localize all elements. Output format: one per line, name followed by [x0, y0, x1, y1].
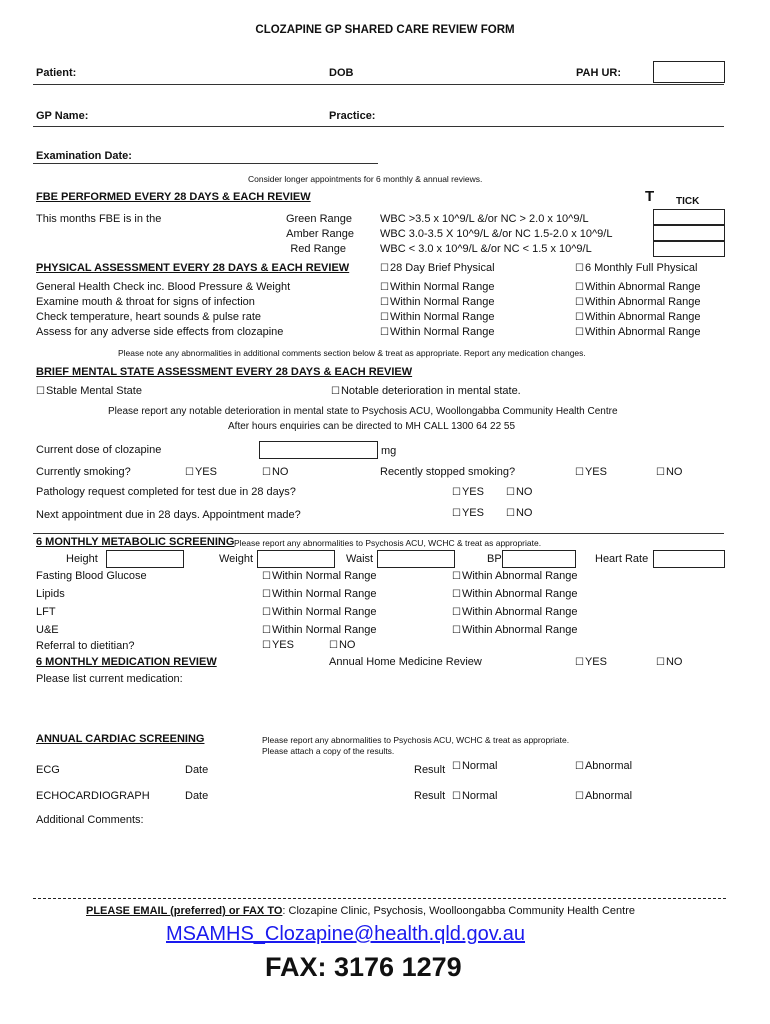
appointment-no-checkbox[interactable]: ☐ NO	[506, 507, 532, 519]
test-label: Lipids	[36, 588, 65, 600]
waist-label: Waist	[346, 553, 374, 565]
cardiac-note: Please report any abnormalities to Psychosis ACU, WCHC & treat as appropriate.	[262, 735, 570, 745]
footer-email-fax-label: PLEASE EMAIL (preferred) or FAX TO	[86, 905, 283, 917]
red-range-label: Red Range	[290, 243, 346, 255]
exam-date-label: Examination Date:	[36, 150, 132, 162]
dose-unit: mg	[381, 445, 397, 457]
exam-date-line	[33, 163, 378, 164]
pathology-no-checkbox[interactable]: ☐ NO	[506, 486, 532, 498]
ecg-date-label: Date	[185, 764, 209, 776]
echo-label: ECHOCARDIOGRAPH	[36, 790, 150, 802]
physical-item: Check temperature, heart sounds & pulse rate	[36, 311, 262, 323]
after-hours-note: After hours enquiries can be directed to MH CALL 1300 64 22 55	[228, 421, 516, 432]
abnormal-checkbox[interactable]: ☐ Within Abnormal Range	[452, 588, 578, 600]
bp-field[interactable]	[502, 550, 576, 568]
abnormal-checkbox[interactable]: ☐ Within Abnormal Range	[452, 606, 578, 618]
stopped-no-checkbox[interactable]: ☐ NO	[656, 466, 682, 478]
footer-clinic: : Clozapine Clinic, Psychosis, Woolloongabba Community Health Centre	[282, 905, 635, 917]
bp-label: BP	[487, 553, 502, 565]
annual-yes-checkbox[interactable]: ☐ YES	[575, 656, 607, 668]
red-tick-box[interactable]	[653, 241, 725, 257]
normal-checkbox[interactable]: ☐ Within Normal Range	[262, 606, 377, 618]
footer-divider	[33, 898, 726, 899]
annual-review-label: Annual Home Medicine Review	[329, 656, 482, 668]
echo-result-label: Result	[414, 790, 446, 802]
tick-header: TICK	[676, 196, 700, 207]
patient-line	[33, 84, 724, 85]
full-physical-checkbox[interactable]: ☐ 6 Monthly Full Physical	[575, 262, 697, 274]
smoking-yes-checkbox[interactable]: ☐ YES	[185, 466, 217, 478]
weight-label: Weight	[219, 553, 254, 565]
mental-heading: BRIEF MENTAL STATE ASSESSMENT EVERY 28 DAYS & EACH REVIEW	[36, 366, 413, 378]
test-label: U&E	[36, 624, 59, 636]
pathology-yes-checkbox[interactable]: ☐ YES	[452, 486, 484, 498]
abnormal-checkbox[interactable]: ☐ Within Abnormal Range	[575, 281, 701, 293]
echo-date-label: Date	[185, 790, 209, 802]
normal-checkbox[interactable]: ☐ Within Normal Range	[262, 570, 377, 582]
medication-heading: 6 MONTHLY MEDICATION REVIEW	[36, 656, 217, 668]
normal-checkbox[interactable]: ☐ Within Normal Range	[262, 588, 377, 600]
stopped-smoking-label: Recently stopped smoking?	[380, 466, 516, 478]
additional-comments-label: Additional Comments:	[36, 814, 144, 826]
ecg-result-label: Result	[414, 764, 446, 776]
test-label: Fasting Blood Glucose	[36, 570, 147, 582]
smoking-label: Currently smoking?	[36, 466, 131, 478]
deterioration-checkbox[interactable]: ☐ Notable deterioration in mental state.	[331, 385, 521, 397]
fax-number: FAX: 3176 1279	[265, 952, 462, 982]
weight-field[interactable]	[257, 550, 335, 568]
dose-field[interactable]	[259, 441, 378, 459]
echo-abnormal-checkbox[interactable]: ☐ Abnormal	[575, 790, 632, 802]
smoking-no-checkbox[interactable]: ☐ NO	[262, 466, 288, 478]
pah-ur-field[interactable]	[653, 61, 725, 83]
normal-checkbox[interactable]: ☐ Within Normal Range	[262, 624, 377, 636]
practice-label: Practice:	[329, 110, 376, 122]
heart-rate-field[interactable]	[653, 550, 725, 568]
stable-mental-checkbox[interactable]: ☐ Stable Mental State	[36, 385, 142, 397]
heart-rate-label: Heart Rate	[595, 553, 649, 565]
echo-normal-checkbox[interactable]: ☐ Normal	[452, 790, 497, 802]
appointment-note: Consider longer appointments for 6 monthly & annual reviews.	[248, 174, 483, 184]
email-link[interactable]: MSAMHS_Clozapine@health.qld.gov.au	[166, 923, 526, 945]
height-label: Height	[66, 553, 98, 565]
footer-instruction	[86, 905, 635, 917]
amber-range-label: Amber Range	[286, 228, 354, 240]
annual-no-checkbox[interactable]: ☐ NO	[656, 656, 682, 668]
ecg-label: ECG	[36, 764, 60, 776]
dietitian-yes-checkbox[interactable]: ☐ YES	[262, 639, 294, 651]
cardiac-heading: ANNUAL CARDIAC SCREENING	[36, 733, 205, 745]
metabolic-note: Please report any abnormalities to Psychosis ACU, WCHC & treat as appropriate.	[234, 538, 542, 548]
abnormal-checkbox[interactable]: ☐ Within Abnormal Range	[575, 296, 701, 308]
amber-tick-box[interactable]	[653, 225, 725, 241]
normal-checkbox[interactable]: ☐ Within Normal Range	[380, 296, 495, 308]
pathology-label: Pathology request completed for test due in 28 days?	[36, 486, 296, 498]
height-field[interactable]	[106, 550, 184, 568]
green-range-criteria: WBC >3.5 x 10^9/L &/or NC > 2.0 x 10^9/L	[380, 213, 589, 225]
physical-item: General Health Check inc. Blood Pressure & Weight	[36, 281, 291, 293]
fbe-heading: FBE PERFORMED EVERY 28 DAYS & EACH REVIEW	[36, 191, 311, 203]
stopped-yes-checkbox[interactable]: ☐ YES	[575, 466, 607, 478]
amber-range-criteria: WBC 3.0-3.5 X 10^9/L &/or NC 1.5-2.0 x 10^9/L	[380, 228, 613, 240]
physical-heading: PHYSICAL ASSESSMENT EVERY 28 DAYS & EACH REVIEW	[36, 262, 350, 274]
section-divider	[33, 533, 724, 534]
physical-note: Please note any abnormalities in additional comments section below & treat as appropriate. Report any medication changes.	[118, 348, 586, 358]
dob-label: DOB	[329, 67, 354, 79]
brief-physical-checkbox[interactable]: ☐ 28 Day Brief Physical	[380, 262, 495, 274]
mental-note: Please report any notable deterioration in mental state to Psychosis ACU, Woollongabba Community Health Centre	[108, 406, 618, 417]
green-tick-box[interactable]	[653, 209, 725, 225]
physical-item: Examine mouth & throat for signs of infection	[36, 296, 255, 308]
dose-label: Current dose of clozapine	[36, 444, 162, 456]
abnormal-checkbox[interactable]: ☐ Within Abnormal Range	[575, 311, 701, 323]
physical-item: Assess for any adverse side effects from clozapine	[36, 326, 284, 338]
pah-ur-label: PAH UR:	[576, 67, 622, 79]
fbe-label: This months FBE is in the	[36, 213, 162, 225]
test-label: LFT	[36, 606, 56, 618]
patient-label: Patient:	[36, 67, 77, 79]
form-title: CLOZAPINE GP SHARED CARE REVIEW FORM	[255, 24, 515, 36]
normal-checkbox[interactable]: ☐ Within Normal Range	[380, 281, 495, 293]
waist-field[interactable]	[377, 550, 455, 568]
gp-line	[33, 126, 724, 127]
appointment-yes-checkbox[interactable]: ☐ YES	[452, 507, 484, 519]
ecg-normal-checkbox[interactable]: ☐ Normal	[452, 760, 497, 772]
tick-t: T	[645, 188, 655, 205]
gp-name-label: GP Name:	[36, 110, 89, 122]
abnormal-checkbox[interactable]: ☐ Within Abnormal Range	[452, 624, 578, 636]
abnormal-checkbox[interactable]: ☐ Within Abnormal Range	[452, 570, 578, 582]
dietitian-no-checkbox[interactable]: ☐ NO	[329, 639, 355, 651]
attach-results-note: Please attach a copy of the results.	[262, 746, 395, 756]
dietitian-label: Referral to dietitian?	[36, 640, 135, 652]
red-range-criteria: WBC < 3.0 x 10^9/L &/or NC < 1.5 x 10^9/L	[380, 243, 592, 255]
next-appointment-label: Next appointment due in 28 days. Appointment made?	[36, 509, 301, 521]
normal-checkbox[interactable]: ☐ Within Normal Range	[380, 311, 495, 323]
metabolic-heading: 6 MONTHLY METABOLIC SCREENING	[36, 536, 235, 548]
normal-checkbox[interactable]: ☐ Within Normal Range	[380, 326, 495, 338]
ecg-abnormal-checkbox[interactable]: ☐ Abnormal	[575, 760, 632, 772]
abnormal-checkbox[interactable]: ☐ Within Abnormal Range	[575, 326, 701, 338]
medication-list-label: Please list current medication:	[36, 673, 183, 685]
green-range-label: Green Range	[285, 213, 352, 225]
